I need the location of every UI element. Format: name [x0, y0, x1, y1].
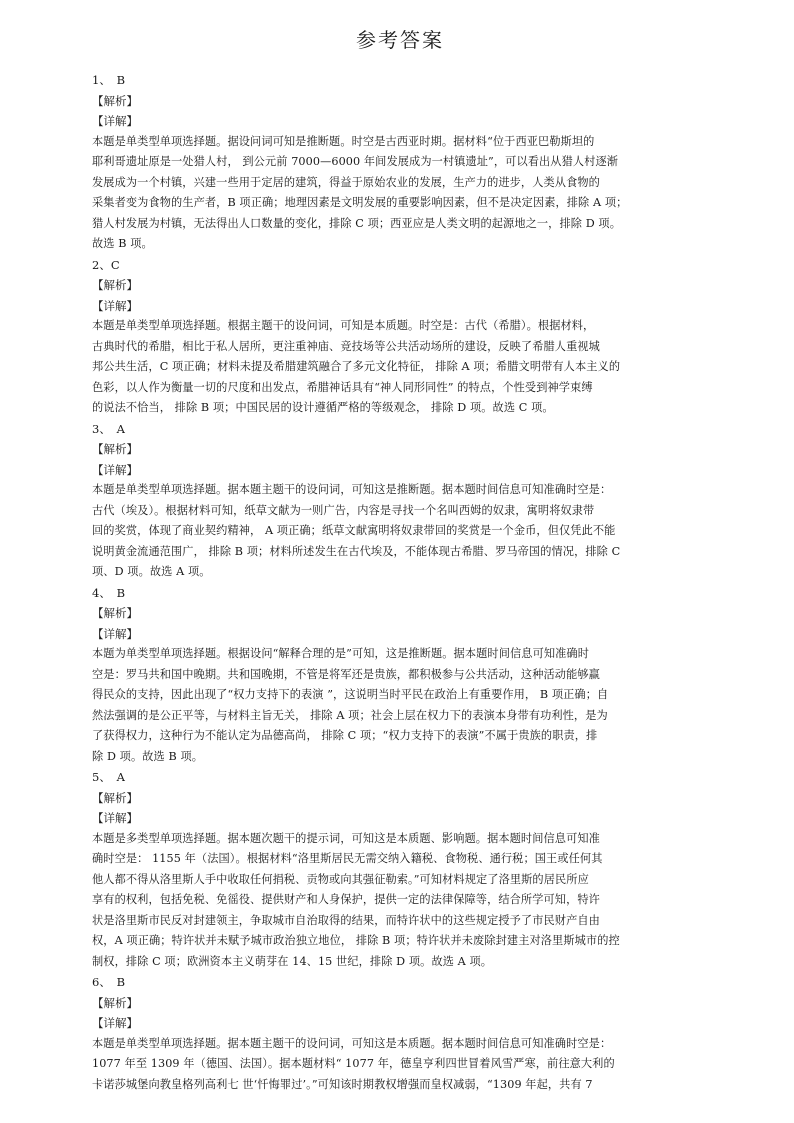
explanation-line: 色彩，以人作为衡量一切的尺度和出发点，希腊神话具有“神人同形同性” 的特点，个性受到神学束缚 — [92, 380, 593, 394]
analysis-label: 【解析】 — [92, 278, 138, 292]
answer-list — [92, 70, 708, 1095]
explanation-line: 然法强调的是公正平等，与材料主旨无关， 排除 A 项；社会上层在权力下的表演本身带有功利性，是为 — [92, 708, 608, 722]
answer-item — [92, 255, 708, 419]
detail-label: 【详解】 — [92, 626, 138, 641]
explanation-line: 本题是多类型单项选择题。据本题次题干的提示词，可知这是本质题、影响题。据本题时间信息可知准 — [92, 831, 600, 845]
explanation-line: 除 D 项。故选 B 项。 — [92, 749, 204, 763]
analysis-label: 【解析】 — [92, 790, 138, 805]
explanation-line: 制权，排除 C 项；欧洲资本主义萌芽在 14、15 世纪，排除 D 项。故选 A 项。 — [92, 954, 493, 968]
explanation-line: 古代（埃及）。根据材料可知，纸草文献为一则广告，内容是寻找一个名叫西姆的奴隶，寓明将奴隶带 — [92, 503, 595, 517]
detail-label: 【详解】 — [92, 298, 138, 313]
explanation-line: 本题是单类型单项选择题。据本题主题干的设问词，可知这是本质题。据本题时间信息可知准确时空是： — [92, 1036, 612, 1050]
analysis-label: 【解析】 — [92, 442, 138, 456]
explanation-line: 发展成为一个村镇，兴建一些用于定居的建筑，得益于原始农业的发展，生产力的进步，人类从食物的 — [92, 175, 600, 189]
explanation-line: 空是：罗马共和国中晚期。共和国晚期，不管是将军还是贵族，都积极参与公共活动，这种活动能够赢 — [92, 667, 600, 681]
page-title: 参考答案 — [356, 28, 444, 52]
answer-number: 5、 A — [92, 770, 125, 784]
detail-label: 【详解】 — [92, 811, 138, 825]
explanation-line: 卡诺莎城堡向教皇格列高利七 世‘忏悔罪过’。”可知该时期教权增强而皇权减弱，“1309 年起，共有 7 — [92, 1077, 593, 1091]
detail-label: 【详解】 — [92, 1016, 138, 1030]
explanation-line: 回的奖赏，体现了商业契约精神， A 项正确；纸草文献寓明将奴隶带回的奖赏是一个金币，但仅凭此不能 — [92, 524, 616, 537]
answer-item — [92, 767, 708, 972]
explanation-line: 的说法不恰当， 排除 B 项；中国民居的设计遵循严格的等级观念， 排除 D 项。故选 C 项。 — [92, 401, 554, 414]
explanation-line: 邦公共生活，C 项正确；材料未提及希腊建筑融合了多元文化特征， 排除 A 项；希腊文明带有人本主义的 — [92, 360, 621, 373]
explanation-line: 1077 年至 1309 年（德国、法国）。据本题材料“ 1077 年，德皇亨利四世冒着风雪严寒，前往意大利的 — [92, 1057, 615, 1070]
explanation-line: 了获得权力，这种行为不能认定为品德高尚， 排除 C 项；“权力支持下的表演”不属于贵族的职责，排 — [92, 729, 598, 742]
explanation-line: 采集者变为食物的生产者，B 项正确；地理因素是文明发展的重要影响因素，但不是决定因素，排除 A 项； — [92, 196, 628, 209]
answer-number: 1、 B — [92, 73, 126, 87]
analysis-label: 【解析】 — [92, 93, 138, 108]
analysis-label: 【解析】 — [92, 606, 138, 620]
answer-number: 6、 B — [92, 975, 126, 989]
explanation-line: 他人都不得从洛里斯人手中收取任何捐税、贡物或向其强征勒索。”可知材料规定了洛里斯的居民所应 — [92, 872, 589, 886]
explanation-line: 状是洛里斯市民反对封建领主，争取城市自治取得的结果，而特许状中的这些规定授予了市民财产自由 — [92, 913, 600, 927]
explanation-line: 故选 B 项。 — [92, 237, 153, 250]
detail-label: 【详解】 — [92, 114, 138, 128]
answer-number: 4、 B — [92, 585, 126, 600]
explanation-line: 享有的权利，包括免税、免徭役、提供财产和人身保护，提供一定的法律保障等，结合所学可知，特许 — [92, 893, 600, 906]
explanation-line: 确时空是： 1155 年（法国）。根据材料“洛里斯居民无需交纳入籍税、食物税、通行税；国王或任何其 — [92, 852, 603, 865]
answer-item — [92, 70, 708, 255]
explanation-line: 得民众的支持，因此出现了“权力支持下的表演 ”，这说明当时平民在政治上有重要作用， B 项正确；自 — [92, 688, 609, 701]
explanation-line: 本题是单类型单项选择题。据设问词可知是推断题。时空是古西亚时期。据材料“位于西亚巴勒斯坦的 — [92, 134, 595, 148]
explanation-line: 本题是单类型单项选择题。根据主题干的设问词，可知是本质题。时空是：古代（希腊）。根据材料， — [92, 319, 595, 332]
explanation-line: 项、D 项。故选 A 项。 — [92, 565, 211, 578]
analysis-label: 【解析】 — [92, 995, 138, 1010]
explanation-line: 古典时代的希腊，相比于私人居所，更注重神庙、竞技场等公共活动场所的建设，反映了希腊人重视城 — [92, 339, 600, 353]
answer-item — [92, 583, 708, 768]
explanation-line: 猎人村发展为村镇，无法得出人口数量的变化，排除 C 项；西亚应是人类文明的起源地之一，排除 D 项。 — [92, 216, 622, 230]
detail-label: 【详解】 — [92, 462, 138, 477]
answer-item — [92, 972, 708, 1095]
explanation-line: 本题为单类型单项选择题。根据设问“解释合理的是”可知，这是推断题。据本题时间信息可知准确时 — [92, 647, 590, 660]
explanation-line: 耶利哥遗址原是一处猎人村， 到公元前 7000—6000 年间发展成为一村镇遗址”，可以看出从猎人村逐渐 — [92, 155, 619, 168]
explanation-line: 权，A 项正确；特许状并未赋予城市政治独立地位， 排除 B 项；特许状并未废除封建主对洛里斯城市的控 — [92, 934, 620, 947]
answer-number: 2、C — [92, 257, 120, 272]
answer-item — [92, 419, 708, 583]
explanation-line: 说明黄金流通范围广， 排除 B 项；材料所述发生在古代埃及，不能体现古希腊、罗马帝国的情况，排除 C — [92, 544, 621, 558]
explanation-line: 本题是单类型单项选择题。据本题主题干的设问词，可知这是推断题。据本题时间信息可知准确时空是： — [92, 483, 612, 496]
answer-number: 3、 A — [92, 421, 125, 436]
